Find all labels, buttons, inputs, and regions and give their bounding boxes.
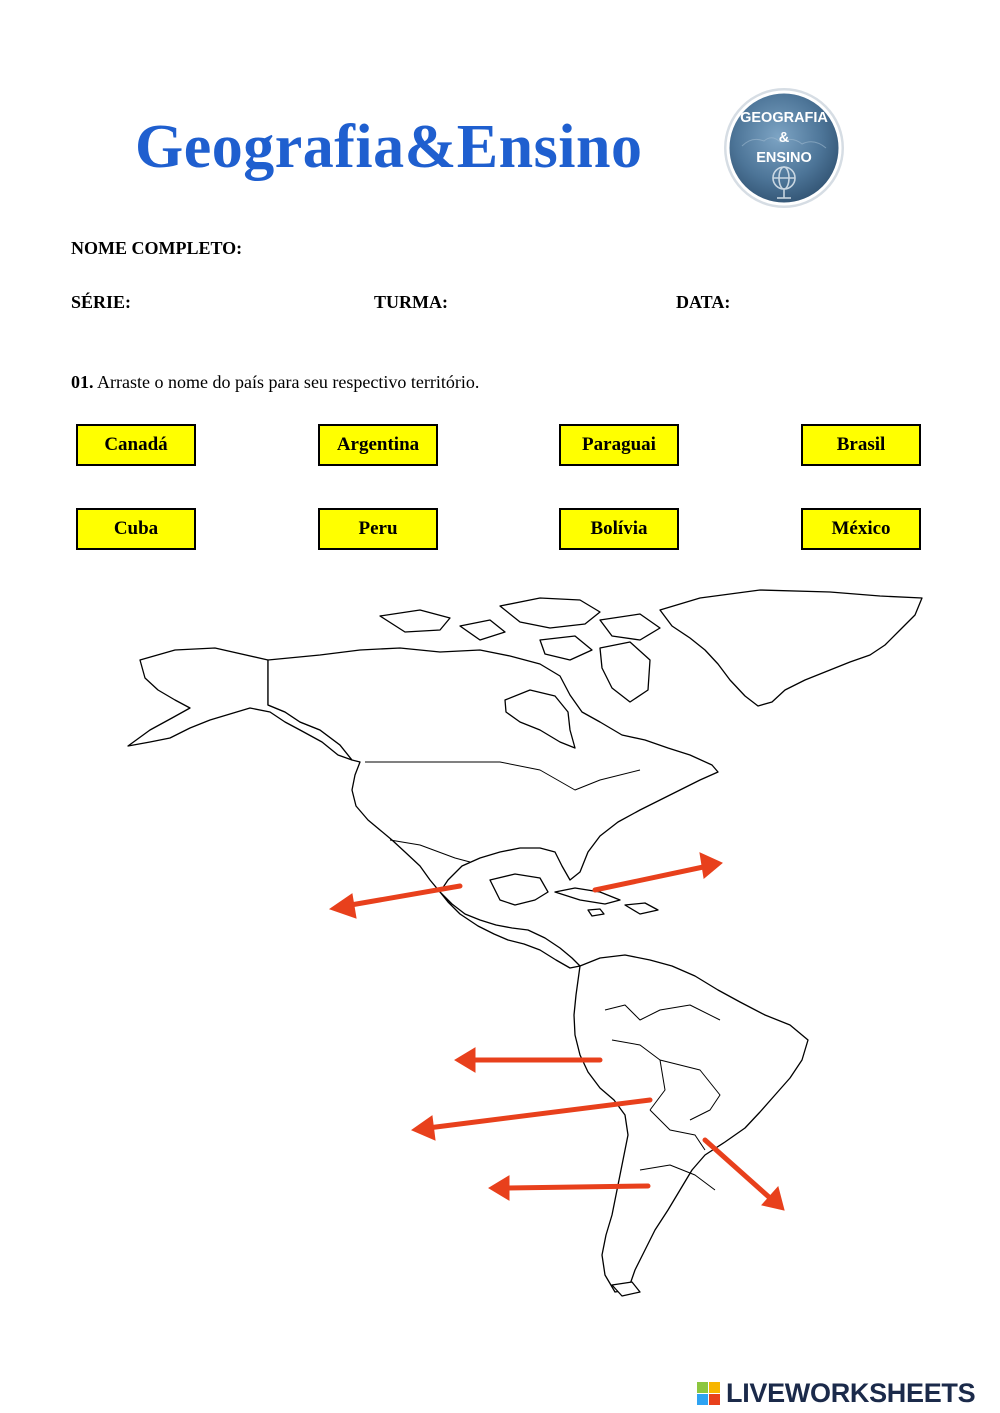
americas-outline-map [0, 580, 1000, 1310]
jamaica-outline [588, 909, 604, 916]
chip-peru[interactable]: Peru [318, 508, 438, 550]
page-title: Geografia&Ensino [135, 113, 643, 181]
cuba-outline [555, 888, 620, 904]
chip-cuba[interactable]: Cuba [76, 508, 196, 550]
yucatan [490, 874, 548, 905]
arrow-bolivia [428, 1100, 650, 1128]
class-label: TURMA: [374, 292, 448, 312]
chip-mexico[interactable]: México [801, 508, 921, 550]
baffin-island [600, 642, 650, 702]
hispaniola-outline [625, 903, 658, 914]
arrowhead-icon [455, 1048, 475, 1072]
arrowhead-icon [700, 853, 722, 878]
arctic-island [500, 598, 600, 628]
date-label: DATA: [676, 292, 731, 312]
chip-bolivia[interactable]: Bolívia [559, 508, 679, 550]
north-america-outline [268, 648, 718, 892]
arrow-argentina [505, 1186, 648, 1188]
arctic-island [540, 636, 592, 660]
logo-line-ensino: ENSINO [756, 150, 812, 166]
question-number: 01. [71, 372, 94, 392]
arctic-island [380, 610, 450, 632]
chip-argentina[interactable]: Argentina [318, 424, 438, 466]
arrowhead-icon [762, 1187, 784, 1210]
greenland-outline [660, 590, 922, 706]
question-text: Arraste o nome do país para seu respectivo território. [93, 372, 480, 392]
logo-text [722, 108, 846, 168]
question-01 [71, 372, 479, 393]
arctic-island [460, 620, 505, 640]
arrowhead-icon [412, 1116, 435, 1140]
grade-label: SÉRIE: [71, 292, 132, 312]
chip-paraguai[interactable]: Paraguai [559, 424, 679, 466]
full-name-label: NOME COMPLETO: [71, 238, 243, 258]
chip-canada[interactable]: Canadá [76, 424, 196, 466]
arrowhead-icon [330, 894, 356, 918]
chip-brasil[interactable]: Brasil [801, 424, 921, 466]
arrow-cuba [595, 866, 708, 890]
logo-line-ampersand: & [778, 130, 790, 146]
arrowhead-icon [489, 1176, 509, 1200]
liveworksheets-brand: LIVEWORKSHEETS [726, 1378, 976, 1408]
tierra-del-fuego [612, 1282, 640, 1296]
logo-line-geografia: GEOGRAFIA [740, 110, 828, 126]
arctic-island [600, 614, 660, 640]
